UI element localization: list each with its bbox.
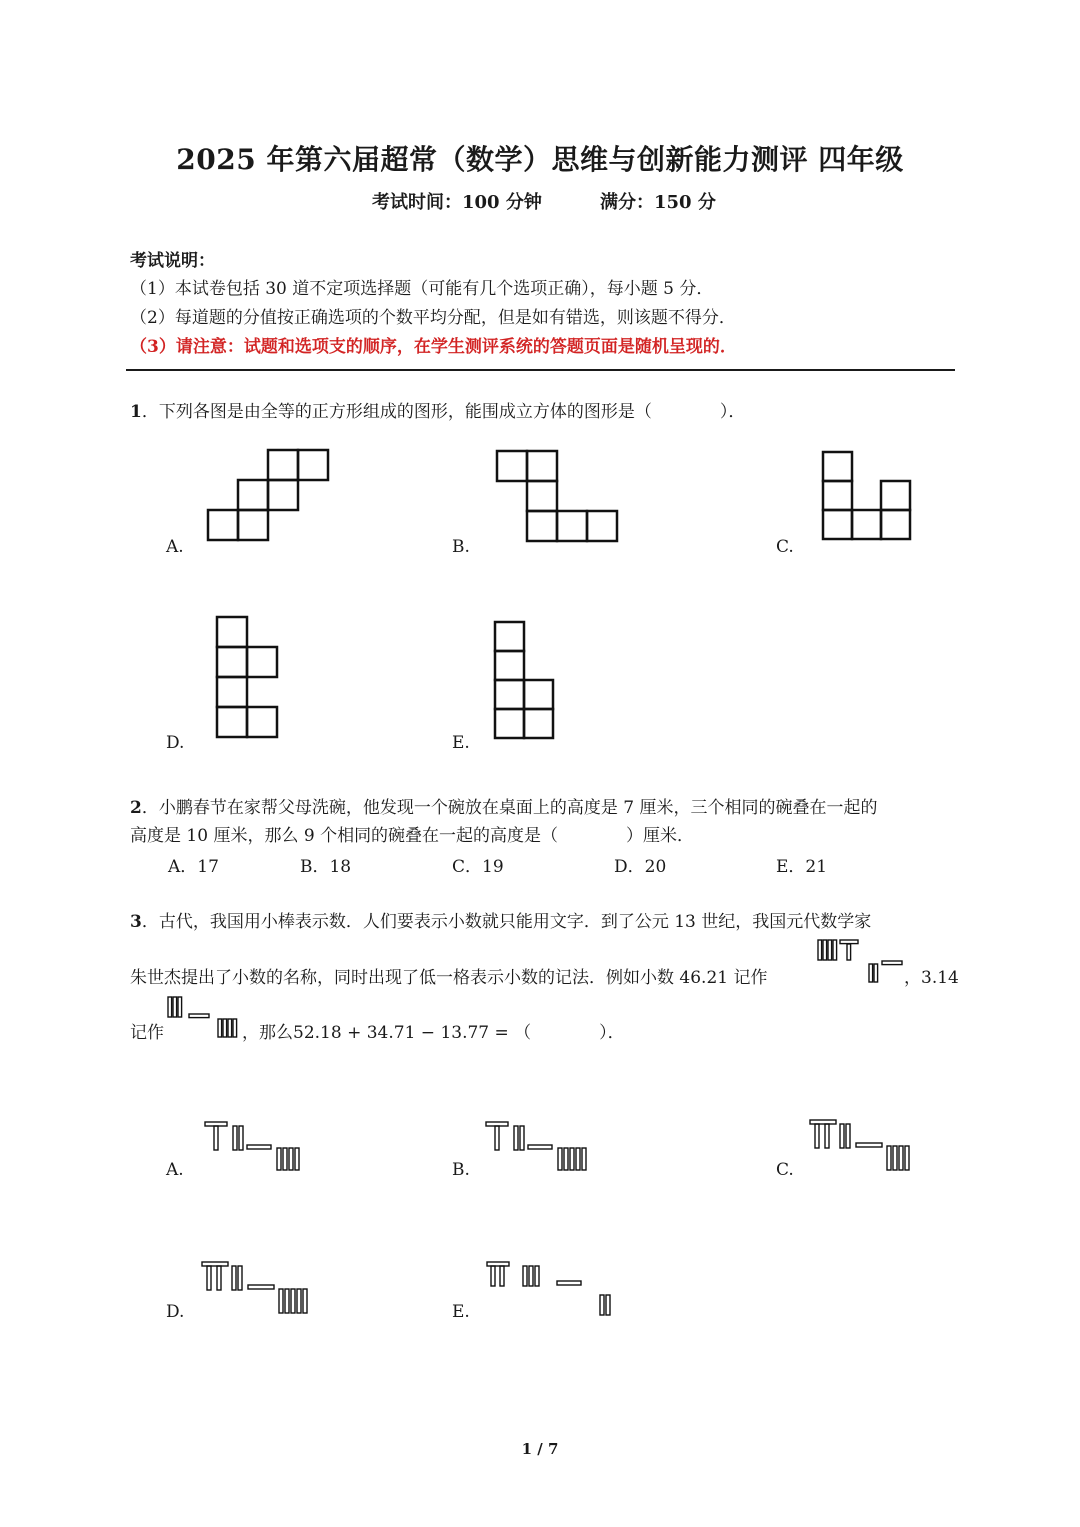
exam-duration: 考试时间：100 分钟	[372, 192, 542, 213]
question-3-text-2a: 朱世杰提出了小数的名称，同时出现了低一格表示小数的记法．例如小数 46.21 记作	[130, 968, 768, 988]
question-1-text: ．下列各图是由全等的正方形组成的图形，能围成立方体的图形是（ ）．	[141, 402, 746, 422]
q1-option-d-label: D.	[166, 733, 185, 753]
question-2-line1: ．小鹏春节在家帮父母洗碗，他发现一个碗放在桌面上的高度是 7 厘米，三个相同的碗叠在一起的	[141, 798, 878, 818]
question-2-number: 2	[130, 798, 142, 818]
q1-option-b-label: B.	[452, 537, 470, 557]
q2-option-d: D．20	[614, 857, 667, 877]
rod-example-46-21	[818, 940, 902, 982]
rod-option-e	[487, 1262, 610, 1315]
instruction-2: （2）每道题的分值按正确选项的个数平均分配，但是如有错选，则该题不得分．	[130, 308, 736, 328]
q1-option-c-label: C.	[776, 537, 794, 557]
question-2-line2: 高度是 10 厘米，那么 9 个相同的碗叠在一起的高度是（ ）厘米．	[130, 826, 695, 846]
page-number: 1 / 7	[521, 1440, 559, 1458]
rod-option-c	[810, 1120, 909, 1170]
q2-option-b: B．18	[300, 857, 352, 877]
question-3-text-3b: ，那么52.18 + 34.71 − 13.77 = （ ）．	[242, 1023, 625, 1043]
rod-option-a	[205, 1122, 299, 1170]
q3-option-d-label: D.	[166, 1302, 185, 1322]
question-3-text-3a: 记作	[130, 1023, 164, 1043]
q2-option-c: C．19	[452, 857, 504, 877]
instruction-1: （1）本试卷包括 30 道不定项选择题（可能有几个选项正确），每小题 5 分．	[130, 279, 714, 299]
full-score: 满分：150 分	[600, 192, 716, 213]
question-3-number: 3	[130, 912, 142, 932]
rod-option-b	[486, 1122, 586, 1170]
q1-option-a-label: A.	[166, 537, 184, 557]
question-3-text-2b: ，3.14	[904, 968, 959, 988]
q3-option-e-label: E.	[452, 1302, 470, 1322]
question-3-text-1: ．古代，我国用小棒表示数．人们要表示小数就只能用文字．到了公元 13 世纪，我国元代数学家	[141, 912, 872, 932]
question-1-number: 1	[130, 402, 142, 422]
q3-option-c-label: C.	[776, 1160, 794, 1180]
q1-option-e-label: E.	[452, 733, 470, 753]
q3-option-a-label: A.	[166, 1160, 184, 1180]
q2-option-e: E．21	[776, 857, 828, 877]
rod-option-d	[202, 1262, 307, 1313]
q3-option-b-label: B.	[452, 1160, 470, 1180]
exam-title: 2025 年第六届超常（数学）思维与创新能力测评 四年级	[176, 143, 904, 176]
rod-example-3-14	[168, 997, 237, 1037]
instructions-heading: 考试说明：	[130, 251, 215, 271]
q2-option-a: A．17	[168, 857, 219, 877]
instruction-3-warning: （3）请注意：试题和选项支的顺序，在学生测评系统的答题页面是随机呈现的．	[130, 337, 737, 357]
